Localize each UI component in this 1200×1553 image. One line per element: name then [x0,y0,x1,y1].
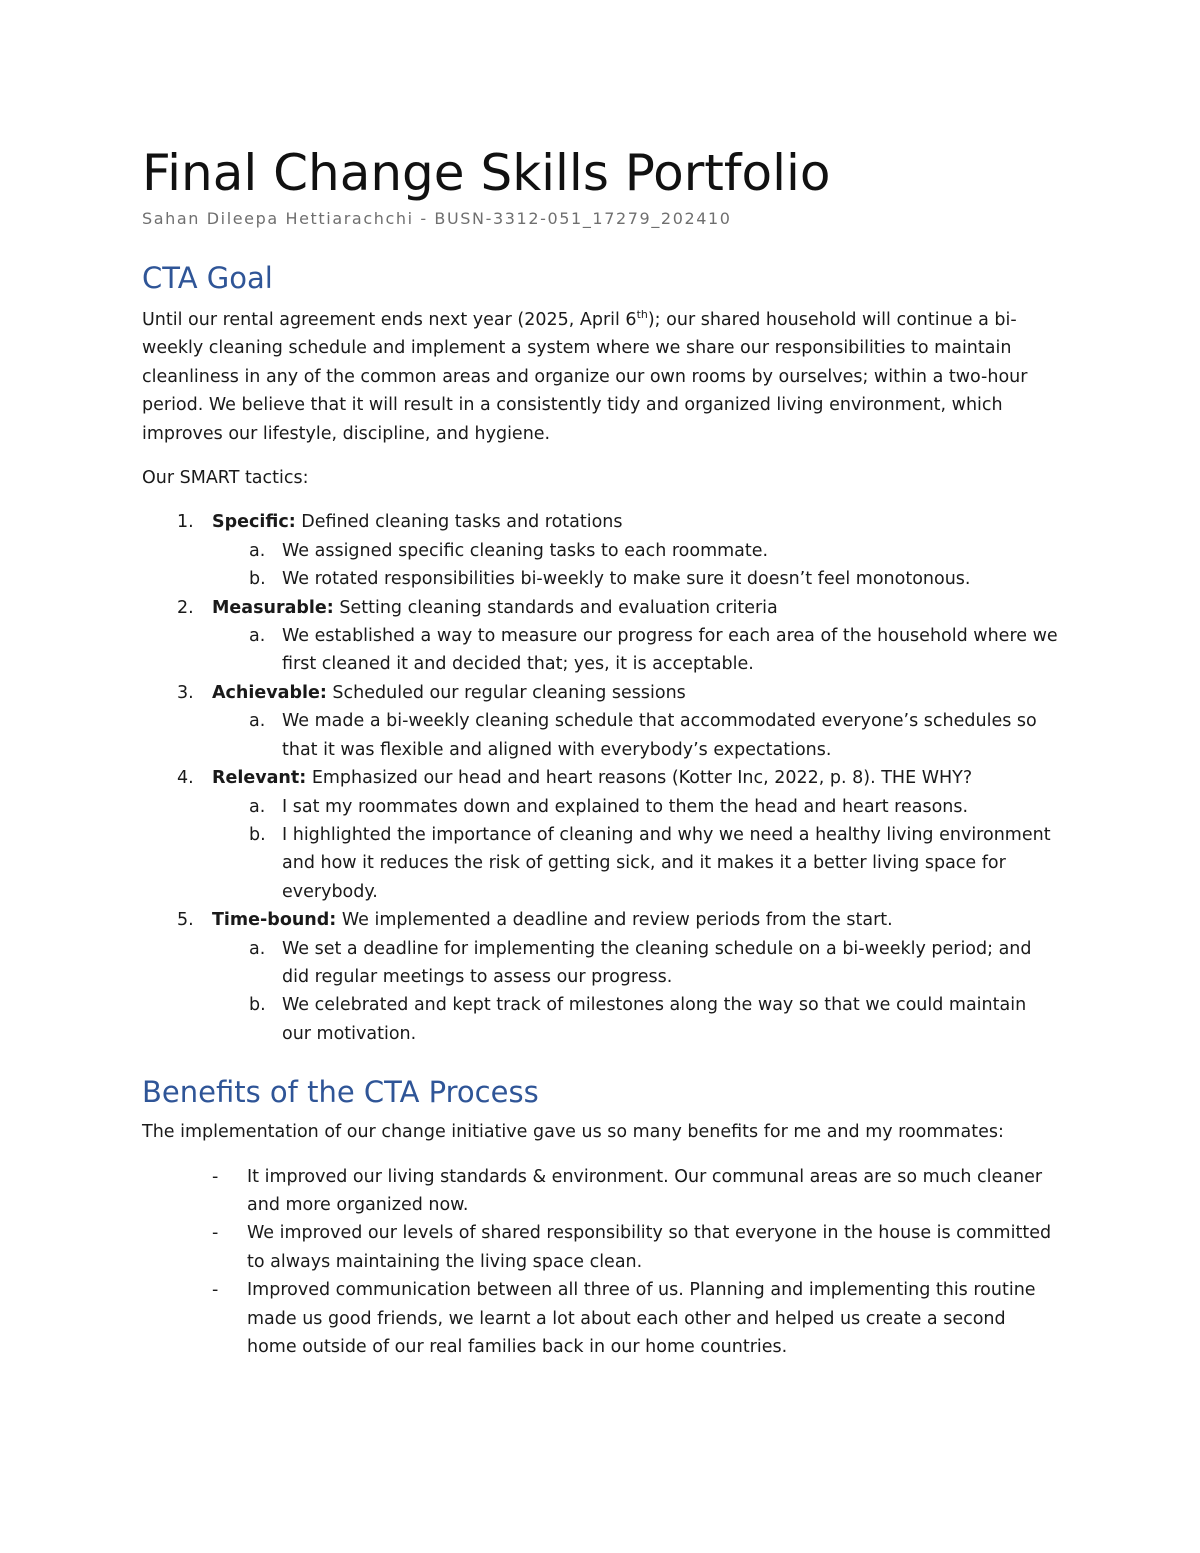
sub-item-letter: b. [249,995,266,1016]
list-dash: - [212,1166,219,1187]
tactic-number: 1. [177,512,194,533]
sub-item [212,793,1060,821]
tactic-time-bound [142,906,1060,1048]
tactic-number: 2. [177,597,194,618]
tactic-sub-list [212,793,1060,907]
benefit-text: It improved our living standards & environment. Our communal areas are so much cleaner and more organized now. [247,1166,1043,1215]
sub-item [212,821,1060,906]
sub-item-letter: a. [249,938,266,959]
tactic-number: 4. [177,768,194,789]
ordinal-superscript: th [636,308,648,322]
tactic-text: Scheduled our regular cleaning sessions [326,682,686,703]
sub-item-text: We rotated responsibilities bi-weekly to make sure it doesn’t feel monotonous. [282,569,971,590]
tactic-text: Defined cleaning tasks and rotations [295,512,623,533]
document-subtitle: Sahan Dileepa Hettiarachchi - BUSN-3312-051_17279_202410 [142,209,732,228]
smart-tactics-label: Our SMART tactics: [142,468,309,489]
sub-item [212,707,1060,764]
sub-item-letter: a. [249,540,266,561]
tactic-text: Setting cleaning standards and evaluation criteria [333,597,778,618]
cta-goal-paragraph [142,306,1060,448]
tactic-sub-list [212,707,1060,764]
sub-item-text: We established a way to measure our progress for each area of the household where we first cleaned it and decided that; yes, it is acceptable. [282,626,1058,675]
tactic-keyword: Achievable: [212,682,327,703]
sub-item-letter: b. [249,569,266,590]
tactic-number: 5. [177,910,194,931]
document-title: Final Change Skills Portfolio [142,144,831,202]
sub-item-text: We celebrated and kept track of milestones along the way so that we could maintain our motivation. [282,995,1027,1044]
list-dash: - [212,1280,219,1301]
tactic-sub-list [212,537,1060,594]
tactic-text: Emphasized our head and heart reasons (Kotter Inc, 2022, p. 8). THE WHY? [306,768,973,789]
sub-item-text: We made a bi-weekly cleaning schedule that accommodated everyone’s schedules so that it was flexible and aligned with everybody’s expectations. [282,711,1037,760]
sub-item-letter: b. [249,824,266,845]
benefit-item [142,1276,1060,1361]
sub-item-text: I sat my roommates down and explained to them the head and heart reasons. [282,796,969,817]
cta-goal-heading: CTA Goal [142,261,273,295]
tactic-achievable [142,679,1060,764]
tactic-keyword: Specific: [212,512,296,533]
sub-item-text: We assigned specific cleaning tasks to each roommate. [282,540,769,561]
list-dash: - [212,1223,219,1244]
sub-item-letter: a. [249,711,266,732]
benefit-item [142,1163,1060,1220]
tactic-keyword: Time-bound: [212,910,337,931]
tactic-relevant [142,764,1060,906]
benefits-heading: Benefits of the CTA Process [142,1075,539,1110]
sub-item [212,622,1060,679]
benefits-intro: The implementation of our change initiative gave us so many benefits for me and my roommates: [142,1122,1004,1143]
tactic-keyword: Relevant: [212,768,307,789]
benefit-text: We improved our levels of shared responsibility so that everyone in the house is committed to always maintaining the living space clean. [247,1223,1052,1272]
tactic-number: 3. [177,682,194,703]
tactic-specific [142,508,1060,593]
sub-item [212,935,1060,992]
sub-item-text: I highlighted the importance of cleaning and why we need a healthy living environment and how it reduces the risk of getting sick, and it makes it a better living space for everybody. [282,824,1051,902]
benefits-list [142,1163,1060,1362]
tactic-sub-list [212,935,1060,1049]
cta-goal-text-end: ); our shared household will continue a bi-weekly cleaning schedule and implement a system where we share our responsibilities to maintain cleanliness in any of the common areas and organize our own rooms by ourselves; within a two-hour period. We believe that it will result in a consistently tidy and organized living environment, which improves our lifestyle, discipline, and hygiene. [142,310,1028,444]
sub-item [212,537,1060,565]
tactic-keyword: Measurable: [212,597,334,618]
sub-item-letter: a. [249,796,266,817]
cta-goal-text-start: Until our rental agreement ends next year (2025, April 6 [142,310,637,330]
tactic-text: We implemented a deadline and review periods from the start. [336,910,893,931]
sub-item-text: We set a deadline for implementing the cleaning schedule on a bi-weekly period; and did regular meetings to assess our progress. [282,938,1032,987]
sub-item-letter: a. [249,626,266,647]
sub-item [212,991,1060,1048]
tactic-measurable [142,594,1060,679]
smart-tactics-list [142,508,1060,1048]
benefit-item [142,1219,1060,1276]
sub-item [212,565,1060,593]
tactic-sub-list [212,622,1060,679]
benefit-text: Improved communication between all three of us. Planning and implementing this routine made us good friends, we learnt a lot about each other and helped us create a second home outside of our real families back in our home countries. [247,1280,1036,1357]
